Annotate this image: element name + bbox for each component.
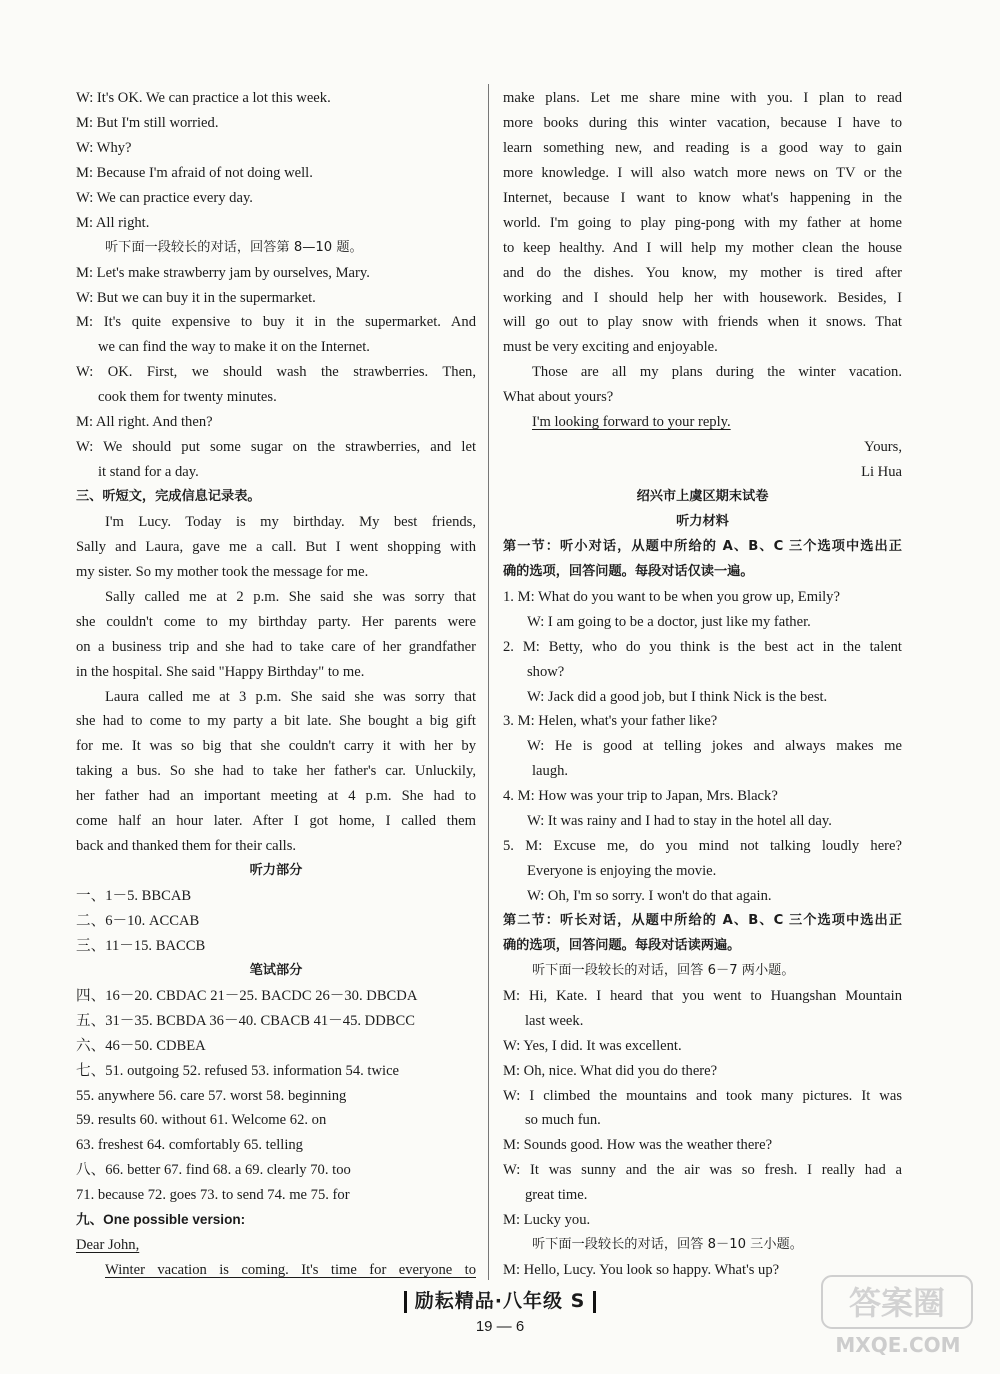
- text-line: back and thanked them for their calls.: [76, 838, 297, 855]
- text-line: 5. M: Excuse me, do you mind not talking loudly here?: [503, 838, 902, 855]
- text-line: 1. M: What do you want to be when you grow up, Emily?: [503, 588, 840, 605]
- text-line: so much fun.: [525, 1112, 601, 1129]
- text-line: W: He is good at telling jokes and always makes me: [527, 738, 902, 755]
- letter-signature: Li Hua: [861, 464, 902, 481]
- text-line: W: We should put some sugar on the strawberries, and let: [76, 439, 476, 456]
- text-line: I'm Lucy. Today is my birthday. My best friends,: [105, 513, 476, 530]
- section-heading: 九、One possible version:: [76, 1212, 246, 1228]
- brand-title: 励耘精品·八年级 S: [414, 1290, 586, 1312]
- text-line: W: It was rainy and I had to stay in the hotel all day.: [527, 813, 832, 830]
- text-line: W: I climbed the mountains and took many pictures. It was: [503, 1087, 902, 1104]
- watermark-text-bottom: MXQE.COM: [835, 1333, 961, 1357]
- answer-line: 63. freshest 64. comfortably 65. telling: [76, 1137, 303, 1154]
- text-line: on a business trip and she had to take care of her grandfather: [76, 638, 476, 655]
- text-line: come half an hour later. After I got home, I called them: [76, 813, 476, 830]
- text-line: M: Let's make strawberry jam by ourselves, Mary.: [76, 264, 370, 281]
- text-line: 4. M: How was your trip to Japan, Mrs. Black?: [503, 788, 778, 805]
- text-line: world. I'm going to play ping-pong with my father at home: [503, 214, 902, 231]
- answer-line: 二、6－10. ACCAB: [76, 912, 200, 929]
- text-line: laugh.: [532, 763, 569, 780]
- instruction-line: 听下面一段较长的对话，回答 8－10 三小题。: [532, 1237, 803, 1253]
- section-heading: 听力材料: [676, 513, 729, 529]
- instruction-line: 听下面一段较长的对话，回答 6－7 两小题。: [532, 962, 795, 978]
- section-heading: 听力部分: [249, 863, 303, 879]
- text-line: and do the dishes. You know, my mother is tired after: [503, 264, 902, 281]
- text-line: W: OK. First, we should wash the strawberries. Then,: [76, 364, 476, 381]
- text-line: in the hospital. She said "Happy Birthday" to me.: [76, 663, 365, 680]
- text-line: it stand for a day.: [98, 464, 199, 481]
- text-line: her father had an important meeting at 4 p.m. She had to: [76, 788, 476, 805]
- answer-line: 八、66. better 67. find 68. a 69. clearly 70. too: [76, 1162, 351, 1179]
- brand-bar-right: [593, 1291, 596, 1313]
- text-line: she couldn't come to my birthday party. Her parents were: [76, 613, 476, 630]
- text-line: What about yours?: [503, 389, 614, 406]
- text-line: M: Hello, Lucy. You look so happy. What's up?: [503, 1262, 780, 1279]
- text-line: W: I am going to be a doctor, just like my father.: [527, 613, 811, 630]
- text-line: more books during this winter vacation, because I have to: [503, 114, 902, 131]
- text-line: last week.: [525, 1012, 584, 1029]
- text-line: for me. It was so big that she couldn't carry it with her by: [76, 738, 476, 755]
- answer-line: 七、51. outgoing 52. refused 53. information 54. twice: [76, 1062, 400, 1079]
- answer-line: 55. anywhere 56. care 57. worst 58. beginning: [76, 1087, 347, 1104]
- text-line: W: It's OK. We can practice a lot this week.: [76, 90, 331, 106]
- left-column: [76, 86, 476, 1283]
- exam-title: 绍兴市上虞区期末试卷: [636, 489, 769, 504]
- text-line: learn something new, and reading is a good way to gain: [503, 139, 902, 156]
- text-line: we can find the way to make it on the Internet.: [98, 339, 370, 356]
- text-line: show?: [527, 663, 565, 680]
- text-line: Everyone is enjoying the movie.: [527, 863, 717, 880]
- text-line: taking a bus. So she had to take her father's car. Unluckily,: [76, 763, 476, 780]
- text-line: M: Because I'm afraid of not doing well.: [76, 164, 313, 181]
- text-line: Those are all my plans during the winter vacation.: [532, 364, 902, 381]
- text-line: W: Oh, I'm so sorry. I won't do that again.: [527, 888, 772, 904]
- text-line: Sally and Laura, gave me a call. But I went shopping with: [76, 538, 476, 555]
- text-line: W: Why?: [76, 139, 132, 156]
- text-line: Winter vacation is coming. It's time for everyone to: [105, 1262, 476, 1279]
- text-line: W: Jack did a good job, but I think Nick is the best.: [527, 688, 828, 705]
- text-line: make plans. Let me share mine with you. I plan to read: [503, 90, 902, 106]
- text-line: working and I should help her with housework. Besides, I: [503, 289, 902, 306]
- answer-line: 四、16－20. CBDAC 21－25. BACDC 26－30. DBCDA: [76, 987, 418, 1004]
- text-line: Internet, because I want to know what's happening in the: [503, 189, 902, 206]
- text-line: cook them for twenty minutes.: [98, 389, 277, 406]
- text-line: more knowledge. I will also watch more news on TV or the: [503, 164, 902, 181]
- section-heading: 确的选项，回答问题。每段对话读两遍。: [503, 937, 741, 953]
- section-heading: 笔试部分: [249, 962, 303, 978]
- section-heading: 确的选项，回答问题。每段对话仅读一遍。: [503, 563, 754, 579]
- letter-closing: Yours,: [864, 439, 902, 456]
- page-number: 19 — 6: [475, 1318, 525, 1335]
- letter-greeting: Dear John,: [76, 1237, 140, 1254]
- text-line: 3. M: Helen, what's your father like?: [503, 713, 718, 730]
- brand-bar-left: [404, 1291, 407, 1313]
- text-line: will go out to play snow with friends when it snows. That: [503, 314, 902, 331]
- text-line: 2. M: Betty, who do you think is the best act in the talent: [503, 638, 902, 655]
- text-line: M: It's quite expensive to buy it in the supermarket. And: [76, 314, 476, 331]
- text-line: M: Sounds good. How was the weather there?: [503, 1137, 773, 1154]
- watermark-logo: [818, 1272, 978, 1362]
- answer-line: 五、31－35. BCBDA 36－40. CBACB 41－45. DDBCC: [76, 1012, 415, 1029]
- answer-line: 71. because 72. goes 73. to send 74. me 75. for: [76, 1187, 350, 1204]
- text-line: M: Lucky you.: [503, 1212, 591, 1229]
- text-line: must be very exciting and enjoyable.: [503, 339, 718, 356]
- answer-line: 59. results 60. without 61. Welcome 62. on: [76, 1112, 327, 1129]
- watermark-text-top: 答案圈: [848, 1284, 946, 1322]
- text-line: M: Hi, Kate. I heard that you went to Huangshan Mountain: [503, 987, 902, 1004]
- text-line: M: All right. And then?: [76, 414, 213, 431]
- text-line: W: But we can buy it in the supermarket.: [76, 289, 316, 306]
- text-line: M: But I'm still worried.: [76, 114, 219, 131]
- answer-line: 三、11－15. BACCB: [76, 937, 206, 954]
- answer-line: 六、46－50. CDBEA: [76, 1037, 206, 1054]
- text-line: Laura called me at 3 p.m. She said she was sorry that: [105, 688, 476, 705]
- text-line: Sally called me at 2 p.m. She said she was sorry that: [105, 588, 476, 605]
- text-line: I'm looking forward to your reply.: [532, 414, 731, 431]
- text-line: W: Yes, I did. It was excellent.: [503, 1037, 682, 1054]
- text-line: great time.: [525, 1187, 588, 1204]
- column-divider: [488, 84, 489, 1280]
- text-line: M: All right.: [76, 214, 150, 231]
- text-line: W: We can practice every day.: [76, 189, 253, 206]
- section-heading: 第一节：听小对话，从题中所给的 A、B、C 三个选项中选出正: [503, 538, 902, 554]
- section-heading: 第二节：听长对话，从题中所给的 A、B、C 三个选项中选出正: [503, 912, 902, 928]
- right-column: [503, 86, 902, 1283]
- text-line: to keep healthy. And I will help my mother clean the house: [503, 239, 902, 256]
- section-heading: 三、听短文，完成信息记录表。: [76, 489, 261, 504]
- text-line: she had to come to my party a bit late. She bought a big gift: [76, 713, 476, 730]
- answer-line: 一、1－5. BBCAB: [76, 888, 192, 904]
- text-line: W: It was sunny and the air was so fresh. I really had a: [503, 1162, 902, 1179]
- text-line: M: Oh, nice. What did you do there?: [503, 1062, 718, 1079]
- instruction-line: 听下面一段较长的对话，回答第 8—10 题。: [105, 239, 363, 255]
- text-line: my sister. So my mother took the message for me.: [76, 563, 369, 580]
